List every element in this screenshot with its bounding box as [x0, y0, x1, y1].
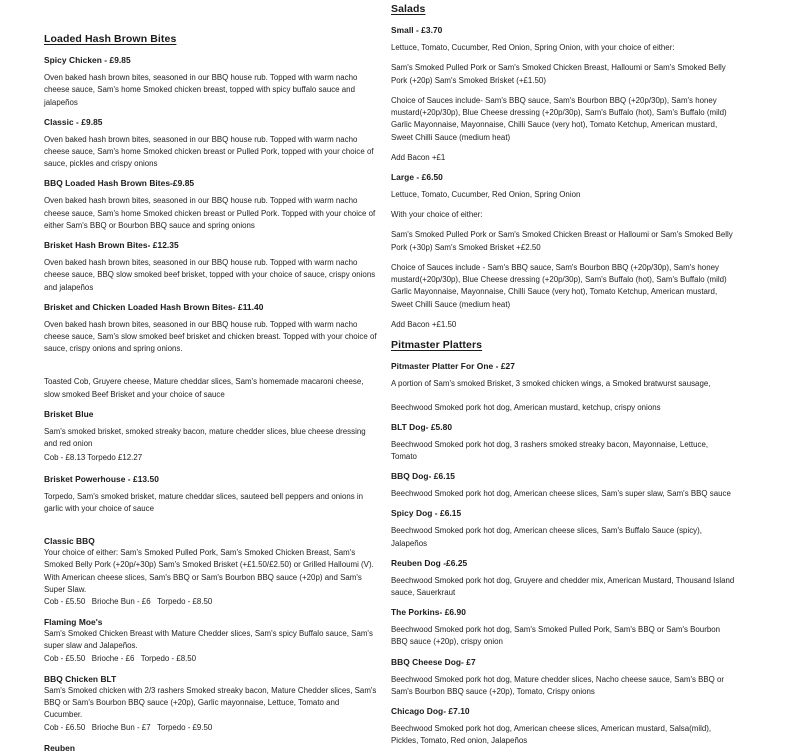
menu-item-description: Oven baked hash brown bites, seasoned in our BBQ house rub. Topped with warm nacho cheese sauce, Sam's home Smoked chicken breast or Pulled Pork, topped with your choice of sauce, pickles and crispy onions — [44, 134, 374, 169]
menu-item-description: Oven baked hash brown bites, seasoned in our BBQ house rub. Topped with warm nacho cheese sauce, Sam's slow smoked beef brisket and chicken breast. Topped with your choice of sauce, crispy onions and spring onions. — [44, 319, 377, 354]
menu-item-title: Brisket Hash Brown Bites- £12.35 — [44, 240, 179, 251]
salad-base-ingredients: Lettuce, Tomato, Cucumber, Red Onion, Spring Onion, with your choice of either: — [391, 43, 675, 53]
left-column — [0, 0, 385, 754]
menu-item-prices: Cob - £8.13 Torpedo £12.27 — [44, 453, 143, 463]
menu-item-title: Brisket and Chicken Loaded Hash Brown Bites- £11.40 — [44, 301, 264, 312]
menu-item-title: Spicy Dog - £6.15 — [391, 508, 462, 519]
menu-item-title: Reuben Dog -£6.25 — [391, 557, 468, 568]
section-spacer — [44, 523, 377, 536]
menu-item-title: BLT Dog- £5.80 — [391, 421, 453, 432]
menu-item-description: A portion of Sam's smoked Brisket, 3 smoked chicken wings, a Smoked bratwurst sausage, — [391, 379, 711, 389]
menu-item-description: Oven baked hash brown bites, seasoned in our BBQ house rub. Topped with warm nacho cheese sauce, Sam's home Smoked chicken breast, topped with spicy buffalo sauce and jalapeños — [44, 73, 358, 107]
menu-item-description: Beechwood Smoked pork hot dog, American cheese slices, Sam's Buffalo Sauce (spicy), Jalapeños — [391, 526, 702, 548]
menu-item-description: Your choice of either: Sam's Smoked Pulled Pork, Sam's Smoked Chicken Breast, Sam's Smoked Belly Pork (+20p/+30p) Sam's Smoked Brisket (+£1.50/£2.50) or Grilled Halloumi (V). With American cheese slices, Sam's BBQ or Sam's Bourbon BBQ sauce (+20p) and Sam's Super Slaw. — [44, 548, 374, 594]
menu-item-prices: Cob - £5.50 Brioche Bun - £6 Torpedo - £8.50 — [44, 597, 213, 606]
menu-item-description: Beechwood Smoked pork hot dog, Gruyere and chedder mix, American Mustard, Thousand Island sauce, Sauerkraut — [391, 575, 735, 597]
menu-item-prices: Cob - £6.50 Brioche Bun - £7 Torpedo - £9.50 — [44, 722, 213, 732]
menu-item-description: Oven baked hash brown bites, seasoned in our BBQ house rub. Topped with warm nacho cheese sauce, BBQ slow smoked beef brisket, topped with your choice of sauce, crispy onions and jalapeños — [44, 258, 376, 292]
menu-item-title: Reuben — [44, 742, 76, 753]
menu-item-description: Sam's smoked brisket, smoked streaky bacon, mature chedder slices, blue cheese dressing and red onion — [44, 426, 366, 449]
right-column — [385, 0, 745, 755]
menu-item-description: Torpedo, Sam's smoked brisket, mature cheddar slices, sauteed bell peppers and onions in garlic with your choice of sauce — [44, 491, 364, 513]
clipped-text-line — [391, 391, 735, 402]
menu-item-title: Brisket Blue — [44, 408, 94, 419]
menu-item-description: Sam's Smoked Chicken Breast with Mature Chedder slices, Sam's spicy Buffalo sauce, Sam's super slaw and Jalapeños. — [44, 629, 373, 651]
menu-item-title: Chicago Dog- £7.10 — [391, 706, 470, 717]
salad-sauce-choices: Choice of Sauces include- Sam's BBQ sauce, Sam's Bourbon BBQ (+20p/30p), Sam's honey mustard(+20p/30p), Blue Cheese dressing (+20p/30p), Sam's Buffalo (hot), Sam's Buffalo (mild) Garlic Mayonnaise, Mayonnaise, Chilli Sauce (very hot), Tomato Ketchup, American mustard, Sweet Chilli Sauce (medium heat) — [391, 95, 727, 142]
menu-item-description: Beechwood Smoked pork hot dog, 3 rashers smoked streaky bacon, Mayonnaise, Lettuce, Tomato — [391, 439, 709, 461]
menu-item-title: BBQ Loaded Hash Brown Bites-£9.85 — [44, 178, 195, 189]
salad-sauce-choices: Choice of Sauces include - Sam's BBQ sauce, Sam's Bourbon BBQ (+20p/30p), Sam's honey mustard(+20p/30p), Blue Cheese dressing (+20p/30p), Sam's Buffalo (hot), Sam's Buffalo (mild) Garlic Mayonnaise, Mayonnaise, Chilli Sauce (very hot), Tomato Ketchup, American mustard, Sweet Chilli Sauce (medium heat) — [391, 262, 727, 309]
menu-item-title-pitmaster-platter: Pitmaster Platter For One - £27 — [391, 361, 515, 372]
menu-item-title: Brisket Powerhouse - £13.50 — [44, 473, 159, 484]
salad-choice-line: With your choice of either: — [391, 210, 483, 220]
menu-item-description: Beechwood Smoked pork hot dog, American cheese slices, Sam's super slaw, Sam's BBQ sauce — [391, 489, 731, 499]
section-title-pitmaster-platters: Pitmaster Platters — [391, 339, 483, 352]
menu-item-title: Classic BBQ — [44, 536, 95, 547]
menu-item-description: Beechwood Smoked pork hot dog, American cheese slices, American mustard, Salsa(mild), Pickles, Tomato, Red onion, Jalapeños — [391, 723, 712, 746]
salad-add-bacon: Add Bacon +£1.50 — [391, 319, 457, 329]
salad-protein-choices: Sam's Smoked Pulled Pork or Sam's Smoked Chicken Breast, Halloumi or Sam's Smoked Belly Pork (+20p) Sam's Smoked Brisket (+£1.50) — [391, 63, 726, 85]
menu-item-title-small-salad: Small - £3.70 — [391, 25, 443, 36]
salad-base-ingredients: Lettuce, Tomato, Cucumber, Red Onion, Spring Onion — [391, 189, 581, 199]
menu-item-description: Beechwood Smoked pork hot dog, American mustard, ketchup, crispy onions — [391, 402, 661, 412]
menu-item-title: BBQ Chicken BLT — [44, 673, 117, 684]
menu-item-title: Flaming Moe's — [44, 617, 103, 628]
brisket-group-intro-description: Toasted Cob, Gruyere cheese, Mature cheddar slices, Sam's homemade macaroni cheese, slow smoked Beef Brisket and your choice of sauce — [44, 377, 364, 399]
section-title-salads: Salads — [391, 3, 426, 15]
menu-item-description: Oven baked hash brown bites, seasoned in our BBQ house rub. Topped with warm nacho cheese sauce, Sam's home Smoked chicken breast or Pulled Pork. Topped with your choice of either Sam's BBQ or Bourbon BBQ sauce and spring onions — [44, 196, 376, 230]
menu-item-description: Beechwood Smoked pork hot dog, Mature chedder slices, Nacho cheese sauce, Sam's BBQ or Sam's Bourbon BBQ sauce (+20p), Tomato, Crispy onions — [391, 674, 725, 696]
section-spacer — [44, 363, 377, 376]
menu-item-title: BBQ Cheese Dog- £7 — [391, 656, 476, 667]
section-title-loaded-hash-brown-bites: Loaded Hash Brown Bites — [44, 33, 177, 45]
menu-item-title-large-salad: Large - £6.50 — [391, 172, 443, 183]
salad-add-bacon: Add Bacon +£1 — [391, 152, 446, 162]
menu-item-title: Spicy Chicken - £9.85 — [44, 55, 131, 66]
menu-item-prices: Cob - £5.50 Brioche - £6 Torpedo - £8.50 — [44, 653, 197, 663]
menu-item-description: Sam's Smoked chicken with 2/3 rashers Smoked streaky bacon, Mature Chedder slices, Sam's BBQ or Sam's Bourbon BBQ sauce (+20p), Garlic mayonnaise, Lettuce, Tomato and Cucumber. — [44, 685, 377, 720]
salad-protein-choices: Sam's Smoked Pulled Pork or Sam's Smoked Chicken Breast or Halloumi or Sam's Smoked Belly Pork (+30p) Sam's Smoked Brisket +£2.50 — [391, 230, 733, 252]
menu-item-description: Beechwood Smoked pork hot dog, Sam's Smoked Pulled Pork, Sam's BBQ or Sam's Bourbon BBQ sauce (+20p), crispy onion — [391, 625, 721, 647]
menu-item-title: Classic - £9.85 — [44, 116, 103, 127]
menu-item-title: The Porkins- £6.90 — [391, 607, 466, 618]
menu-item-title: BBQ Dog- £6.15 — [391, 471, 455, 482]
